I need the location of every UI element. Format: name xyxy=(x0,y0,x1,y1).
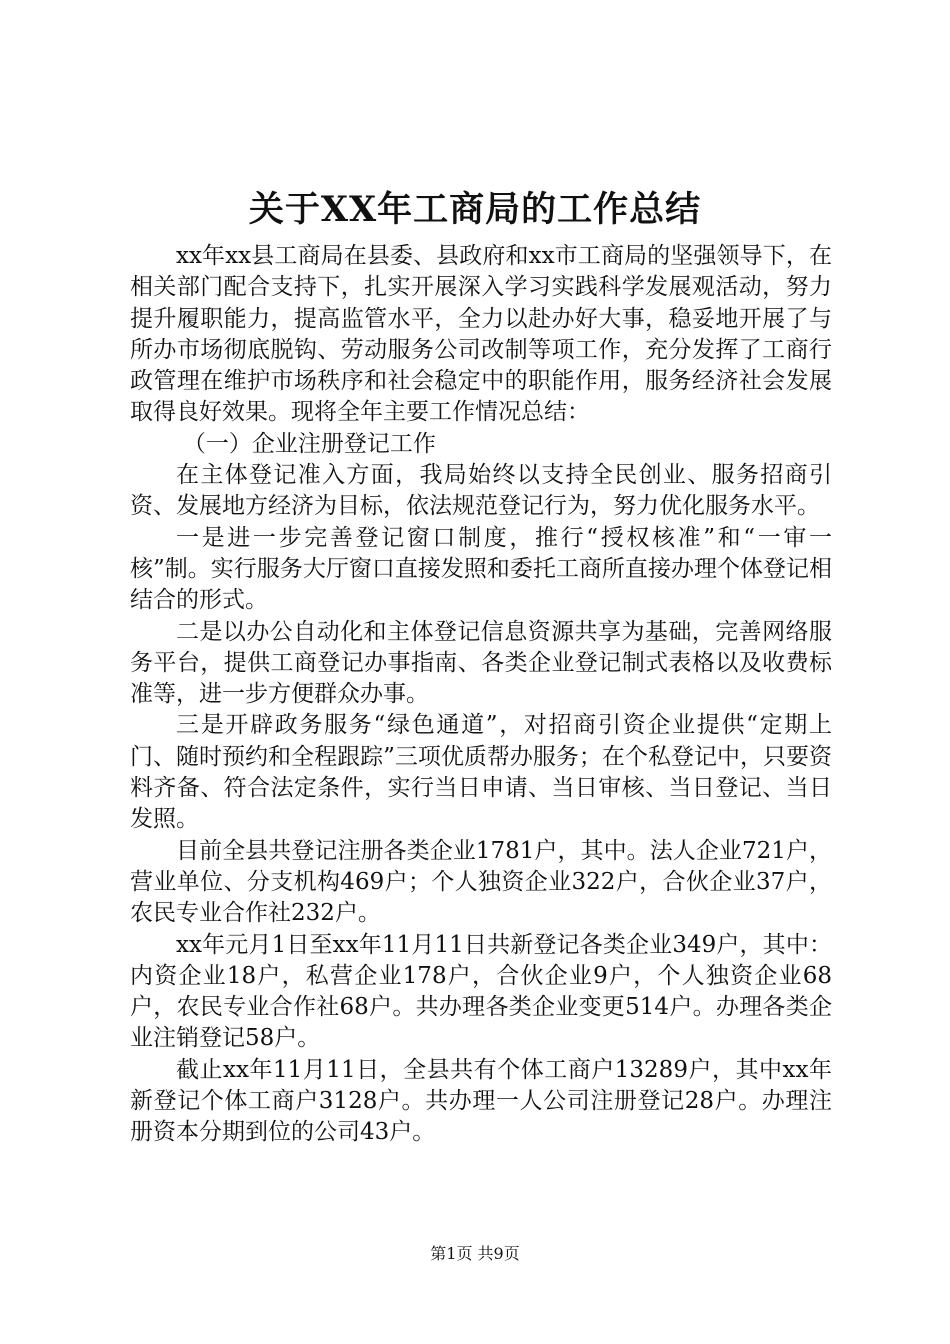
paragraph-individual-businesses: 截止xx年11月11日，全县共有个体工商户13289户，其中xx年新登记个体工商户3128户。共办理一人公司注册登记28户。办理注册资本分期到位的公司43户。 xyxy=(130,1056,832,1146)
document-body xyxy=(130,241,832,1149)
section-heading-enterprise-registration: （一）企业注册登记工作 xyxy=(182,430,436,457)
paragraph-registration-overview: 在主体登记准入方面，我局始终以支持全民创业、服务招商引资、发展地方经济为目标，依法规范登记行为，努力优化服务水平。 xyxy=(130,462,832,520)
document-title: 关于XX年工商局的工作总结 xyxy=(248,189,702,230)
paragraph-point-one: 一是进一步完善登记窗口制度，推行“授权核准”和“一审一核”制。实行服务大厅窗口直接发照和委托工商所直接办理个体登记相结合的形式。 xyxy=(130,524,832,614)
paragraph-new-registrations: xx年元月1日至xx年11月11日共新登记各类企业349户，其中：内资企业18户，私营企业178户，合伙企业9户，个人独资企业68户，农民专业合作社68户。共办理各类企业变更514户。办理各类企业注销登记58户。 xyxy=(130,931,832,1052)
paragraph-point-three: 三是开辟政务服务“绿色通道”，对招商引资企业提供“定期上门、随时预约和全程跟踪”三项优质帮办服务；在个私登记中，只要资料齐备、符合法定条件，实行当日申请、当日审核、当日登记、当日发照。 xyxy=(130,712,832,833)
paragraph-point-two: 二是以办公自动化和主体登记信息资源共享为基础，完善网络服务平台，提供工商登记办事指南、各类企业登记制式表格以及收费标准等，进一步方便群众办事。 xyxy=(130,618,832,708)
paragraph-enterprise-totals: 目前全县共登记注册各类企业1781户，其中。法人企业721户，营业单位、分支机构469户；个人独资企业322户，合伙企业37户，农民专业合作社232户。 xyxy=(130,837,832,927)
paragraph-intro: xx年xx县工商局在县委、县政府和xx市工商局的坚强领导下，在相关部门配合支持下，扎实开展深入学习实践科学发展观活动，努力提升履职能力，提高监管水平，全力以赴办好大事，稳妥地开展了与所办市场彻底脱钩、劳动服务公司改制等项工作，充分发挥了工商行政管理在维护市场秩序和社会稳定中的职能作用，服务经济社会发展取得良好效果。现将全年主要工作情况总结： xyxy=(130,243,832,426)
page-number-footer: 第1页 共9页 xyxy=(430,1244,520,1263)
